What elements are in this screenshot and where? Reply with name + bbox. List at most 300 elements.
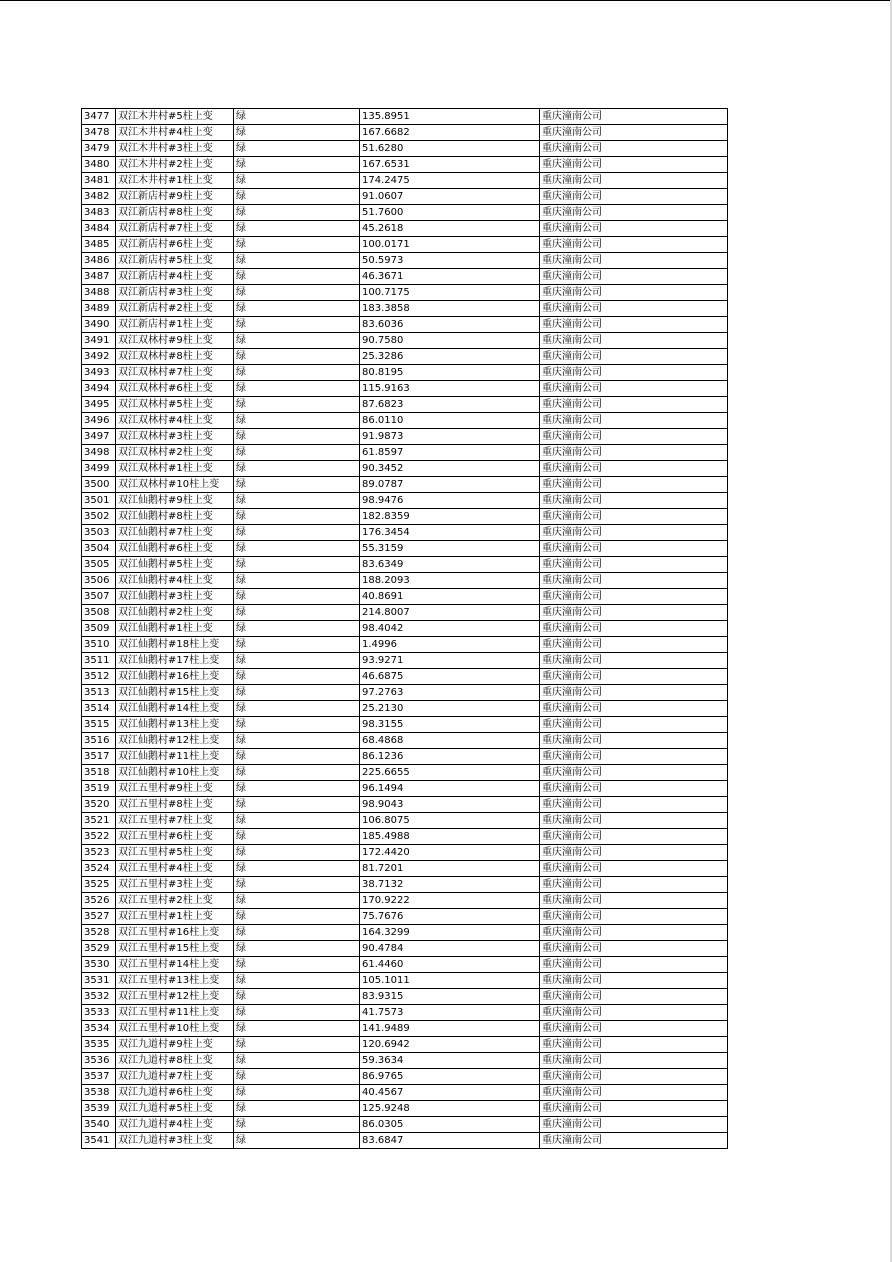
transformer-name-cell: 双江仙鹅村#12柱上变 <box>116 733 234 749</box>
status-color-cell: 绿 <box>234 941 360 957</box>
table-row <box>82 637 728 653</box>
table-row <box>82 781 728 797</box>
company-cell: 重庆潼南公司 <box>540 1069 728 1085</box>
value-cell: 46.3671 <box>360 269 540 285</box>
row-number-cell: 3536 <box>82 1053 116 1069</box>
table-row <box>82 1085 728 1101</box>
company-cell: 重庆潼南公司 <box>540 493 728 509</box>
value-cell: 55.3159 <box>360 541 540 557</box>
value-cell: 167.6531 <box>360 157 540 173</box>
transformer-name-cell: 双江新店村#3柱上变 <box>116 285 234 301</box>
transformer-name-cell: 双江新店村#8柱上变 <box>116 205 234 221</box>
status-color-cell: 绿 <box>234 189 360 205</box>
value-cell: 93.9271 <box>360 653 540 669</box>
table-row <box>82 381 728 397</box>
table-row <box>82 141 728 157</box>
value-cell: 188.2093 <box>360 573 540 589</box>
company-cell: 重庆潼南公司 <box>540 253 728 269</box>
row-number-cell: 3534 <box>82 1021 116 1037</box>
company-cell: 重庆潼南公司 <box>540 1021 728 1037</box>
row-number-cell: 3481 <box>82 173 116 189</box>
company-cell: 重庆潼南公司 <box>540 397 728 413</box>
table-row <box>82 973 728 989</box>
company-cell: 重庆潼南公司 <box>540 589 728 605</box>
row-number-cell: 3504 <box>82 541 116 557</box>
transformer-name-cell: 双江仙鹅村#10柱上变 <box>116 765 234 781</box>
value-cell: 41.7573 <box>360 1005 540 1021</box>
table-row <box>82 957 728 973</box>
row-number-cell: 3478 <box>82 125 116 141</box>
row-number-cell: 3510 <box>82 637 116 653</box>
row-number-cell: 3512 <box>82 669 116 685</box>
company-cell: 重庆潼南公司 <box>540 797 728 813</box>
value-cell: 59.3634 <box>360 1053 540 1069</box>
transformer-name-cell: 双江新店村#1柱上变 <box>116 317 234 333</box>
status-color-cell: 绿 <box>234 653 360 669</box>
status-color-cell: 绿 <box>234 285 360 301</box>
company-cell: 重庆潼南公司 <box>540 509 728 525</box>
transformer-name-cell: 双江五里村#10柱上变 <box>116 1021 234 1037</box>
table-row <box>82 893 728 909</box>
table-row <box>82 605 728 621</box>
row-number-cell: 3502 <box>82 509 116 525</box>
row-number-cell: 3506 <box>82 573 116 589</box>
company-cell: 重庆潼南公司 <box>540 557 728 573</box>
table-row <box>82 1005 728 1021</box>
transformer-name-cell: 双江五里村#13柱上变 <box>116 973 234 989</box>
status-color-cell: 绿 <box>234 333 360 349</box>
table-row <box>82 845 728 861</box>
table-row <box>82 1069 728 1085</box>
value-cell: 141.9489 <box>360 1021 540 1037</box>
company-cell: 重庆潼南公司 <box>540 429 728 445</box>
row-number-cell: 3533 <box>82 1005 116 1021</box>
table-row <box>82 205 728 221</box>
transformer-name-cell: 双江木井村#4柱上变 <box>116 125 234 141</box>
status-color-cell: 绿 <box>234 381 360 397</box>
row-number-cell: 3517 <box>82 749 116 765</box>
transformer-name-cell: 双江双林村#1柱上变 <box>116 461 234 477</box>
value-cell: 83.9315 <box>360 989 540 1005</box>
row-number-cell: 3523 <box>82 845 116 861</box>
company-cell: 重庆潼南公司 <box>540 909 728 925</box>
status-color-cell: 绿 <box>234 797 360 813</box>
table-row <box>82 589 728 605</box>
table-body <box>82 109 728 1149</box>
company-cell: 重庆潼南公司 <box>540 173 728 189</box>
transformer-name-cell: 双江双林村#10柱上变 <box>116 477 234 493</box>
status-color-cell: 绿 <box>234 301 360 317</box>
company-cell: 重庆潼南公司 <box>540 333 728 349</box>
transformer-name-cell: 双江木井村#2柱上变 <box>116 157 234 173</box>
row-number-cell: 3485 <box>82 237 116 253</box>
table-row <box>82 573 728 589</box>
table-row <box>82 1133 728 1149</box>
row-number-cell: 3518 <box>82 765 116 781</box>
status-color-cell: 绿 <box>234 765 360 781</box>
value-cell: 83.6847 <box>360 1133 540 1149</box>
company-cell: 重庆潼南公司 <box>540 157 728 173</box>
row-number-cell: 3501 <box>82 493 116 509</box>
value-cell: 51.6280 <box>360 141 540 157</box>
table-row <box>82 509 728 525</box>
value-cell: 97.2763 <box>360 685 540 701</box>
company-cell: 重庆潼南公司 <box>540 477 728 493</box>
row-number-cell: 3492 <box>82 349 116 365</box>
status-color-cell: 绿 <box>234 365 360 381</box>
transformer-name-cell: 双江五里村#3柱上变 <box>116 877 234 893</box>
table-row <box>82 173 728 189</box>
row-number-cell: 3511 <box>82 653 116 669</box>
status-color-cell: 绿 <box>234 637 360 653</box>
status-color-cell: 绿 <box>234 909 360 925</box>
value-cell: 90.7580 <box>360 333 540 349</box>
status-color-cell: 绿 <box>234 429 360 445</box>
company-cell: 重庆潼南公司 <box>540 957 728 973</box>
table-row <box>82 157 728 173</box>
transformer-name-cell: 双江九道村#5柱上变 <box>116 1101 234 1117</box>
transformer-name-cell: 双江木井村#1柱上变 <box>116 173 234 189</box>
table-row <box>82 301 728 317</box>
row-number-cell: 3524 <box>82 861 116 877</box>
table-row <box>82 429 728 445</box>
company-cell: 重庆潼南公司 <box>540 749 728 765</box>
value-cell: 214.8007 <box>360 605 540 621</box>
status-color-cell: 绿 <box>234 525 360 541</box>
value-cell: 98.4042 <box>360 621 540 637</box>
transformer-name-cell: 双江仙鹅村#2柱上变 <box>116 605 234 621</box>
company-cell: 重庆潼南公司 <box>540 445 728 461</box>
status-color-cell: 绿 <box>234 573 360 589</box>
status-color-cell: 绿 <box>234 493 360 509</box>
company-cell: 重庆潼南公司 <box>540 621 728 637</box>
transformer-name-cell: 双江新店村#5柱上变 <box>116 253 234 269</box>
transformer-name-cell: 双江五里村#12柱上变 <box>116 989 234 1005</box>
row-number-cell: 3483 <box>82 205 116 221</box>
transformer-name-cell: 双江双林村#4柱上变 <box>116 413 234 429</box>
transformer-name-cell: 双江五里村#1柱上变 <box>116 909 234 925</box>
value-cell: 89.0787 <box>360 477 540 493</box>
status-color-cell: 绿 <box>234 413 360 429</box>
status-color-cell: 绿 <box>234 461 360 477</box>
value-cell: 91.0607 <box>360 189 540 205</box>
table-row <box>82 621 728 637</box>
company-cell: 重庆潼南公司 <box>540 237 728 253</box>
table-row <box>82 765 728 781</box>
value-cell: 50.5973 <box>360 253 540 269</box>
table-row <box>82 925 728 941</box>
table-row <box>82 413 728 429</box>
table-row <box>82 1117 728 1133</box>
status-color-cell: 绿 <box>234 221 360 237</box>
transformer-name-cell: 双江五里村#15柱上变 <box>116 941 234 957</box>
value-cell: 164.3299 <box>360 925 540 941</box>
value-cell: 100.7175 <box>360 285 540 301</box>
row-number-cell: 3519 <box>82 781 116 797</box>
status-color-cell: 绿 <box>234 973 360 989</box>
status-color-cell: 绿 <box>234 829 360 845</box>
row-number-cell: 3540 <box>82 1117 116 1133</box>
status-color-cell: 绿 <box>234 621 360 637</box>
transformer-name-cell: 双江九道村#8柱上变 <box>116 1053 234 1069</box>
row-number-cell: 3493 <box>82 365 116 381</box>
table-row <box>82 813 728 829</box>
table-row <box>82 909 728 925</box>
status-color-cell: 绿 <box>234 877 360 893</box>
transformer-name-cell: 双江五里村#6柱上变 <box>116 829 234 845</box>
status-color-cell: 绿 <box>234 317 360 333</box>
row-number-cell: 3527 <box>82 909 116 925</box>
row-number-cell: 3538 <box>82 1085 116 1101</box>
value-cell: 83.6036 <box>360 317 540 333</box>
value-cell: 61.8597 <box>360 445 540 461</box>
table-row <box>82 477 728 493</box>
row-number-cell: 3486 <box>82 253 116 269</box>
table-row <box>82 877 728 893</box>
transformer-name-cell: 双江新店村#9柱上变 <box>116 189 234 205</box>
status-color-cell: 绿 <box>234 669 360 685</box>
row-number-cell: 3529 <box>82 941 116 957</box>
row-number-cell: 3539 <box>82 1101 116 1117</box>
status-color-cell: 绿 <box>234 733 360 749</box>
table-row <box>82 189 728 205</box>
company-cell: 重庆潼南公司 <box>540 125 728 141</box>
table-row <box>82 269 728 285</box>
value-cell: 115.9163 <box>360 381 540 397</box>
table-row <box>82 797 728 813</box>
transformer-name-cell: 双江五里村#5柱上变 <box>116 845 234 861</box>
table-row <box>82 685 728 701</box>
transformer-name-cell: 双江仙鹅村#9柱上变 <box>116 493 234 509</box>
company-cell: 重庆潼南公司 <box>540 893 728 909</box>
transformer-name-cell: 双江新店村#2柱上变 <box>116 301 234 317</box>
row-number-cell: 3499 <box>82 461 116 477</box>
table-row <box>82 1037 728 1053</box>
row-number-cell: 3520 <box>82 797 116 813</box>
company-cell: 重庆潼南公司 <box>540 1117 728 1133</box>
row-number-cell: 3514 <box>82 701 116 717</box>
table-row <box>82 349 728 365</box>
value-cell: 182.8359 <box>360 509 540 525</box>
row-number-cell: 3497 <box>82 429 116 445</box>
company-cell: 重庆潼南公司 <box>540 461 728 477</box>
transformer-name-cell: 双江木井村#3柱上变 <box>116 141 234 157</box>
row-number-cell: 3537 <box>82 1069 116 1085</box>
table-row <box>82 1101 728 1117</box>
company-cell: 重庆潼南公司 <box>540 685 728 701</box>
row-number-cell: 3531 <box>82 973 116 989</box>
value-cell: 90.3452 <box>360 461 540 477</box>
transformer-name-cell: 双江新店村#6柱上变 <box>116 237 234 253</box>
transformer-name-cell: 双江五里村#9柱上变 <box>116 781 234 797</box>
company-cell: 重庆潼南公司 <box>540 317 728 333</box>
value-cell: 45.2618 <box>360 221 540 237</box>
row-number-cell: 3516 <box>82 733 116 749</box>
transformer-name-cell: 双江仙鹅村#4柱上变 <box>116 573 234 589</box>
status-color-cell: 绿 <box>234 477 360 493</box>
company-cell: 重庆潼南公司 <box>540 413 728 429</box>
status-color-cell: 绿 <box>234 925 360 941</box>
transformer-name-cell: 双江五里村#4柱上变 <box>116 861 234 877</box>
table-row <box>82 221 728 237</box>
company-cell: 重庆潼南公司 <box>540 365 728 381</box>
transformer-name-cell: 双江仙鹅村#17柱上变 <box>116 653 234 669</box>
row-number-cell: 3488 <box>82 285 116 301</box>
table-row <box>82 989 728 1005</box>
value-cell: 167.6682 <box>360 125 540 141</box>
value-cell: 86.0305 <box>360 1117 540 1133</box>
table-row <box>82 333 728 349</box>
value-cell: 25.2130 <box>360 701 540 717</box>
transformer-name-cell: 双江仙鹅村#16柱上变 <box>116 669 234 685</box>
value-cell: 125.9248 <box>360 1101 540 1117</box>
company-cell: 重庆潼南公司 <box>540 301 728 317</box>
value-cell: 90.4784 <box>360 941 540 957</box>
table-row <box>82 733 728 749</box>
table-row <box>82 541 728 557</box>
value-cell: 170.9222 <box>360 893 540 909</box>
value-cell: 86.0110 <box>360 413 540 429</box>
transformer-name-cell: 双江仙鹅村#15柱上变 <box>116 685 234 701</box>
company-cell: 重庆潼南公司 <box>540 525 728 541</box>
value-cell: 83.6349 <box>360 557 540 573</box>
company-cell: 重庆潼南公司 <box>540 269 728 285</box>
row-number-cell: 3494 <box>82 381 116 397</box>
status-color-cell: 绿 <box>234 269 360 285</box>
company-cell: 重庆潼南公司 <box>540 1133 728 1149</box>
row-number-cell: 3495 <box>82 397 116 413</box>
status-color-cell: 绿 <box>234 893 360 909</box>
row-number-cell: 3484 <box>82 221 116 237</box>
status-color-cell: 绿 <box>234 1133 360 1149</box>
company-cell: 重庆潼南公司 <box>540 989 728 1005</box>
row-number-cell: 3477 <box>82 109 116 125</box>
value-cell: 98.9043 <box>360 797 540 813</box>
company-cell: 重庆潼南公司 <box>540 877 728 893</box>
value-cell: 96.1494 <box>360 781 540 797</box>
value-cell: 40.4567 <box>360 1085 540 1101</box>
row-number-cell: 3500 <box>82 477 116 493</box>
status-color-cell: 绿 <box>234 109 360 125</box>
row-number-cell: 3479 <box>82 141 116 157</box>
row-number-cell: 3530 <box>82 957 116 973</box>
row-number-cell: 3513 <box>82 685 116 701</box>
status-color-cell: 绿 <box>234 1117 360 1133</box>
transformer-name-cell: 双江五里村#7柱上变 <box>116 813 234 829</box>
status-color-cell: 绿 <box>234 749 360 765</box>
status-color-cell: 绿 <box>234 989 360 1005</box>
row-number-cell: 3505 <box>82 557 116 573</box>
transformer-name-cell: 双江仙鹅村#6柱上变 <box>116 541 234 557</box>
table-row <box>82 493 728 509</box>
company-cell: 重庆潼南公司 <box>540 1037 728 1053</box>
value-cell: 38.7132 <box>360 877 540 893</box>
company-cell: 重庆潼南公司 <box>540 861 728 877</box>
table-row <box>82 861 728 877</box>
transformer-name-cell: 双江木井村#5柱上变 <box>116 109 234 125</box>
transformer-name-cell: 双江五里村#2柱上变 <box>116 893 234 909</box>
transformer-name-cell: 双江九道村#7柱上变 <box>116 1069 234 1085</box>
transformer-name-cell: 双江九道村#3柱上变 <box>116 1133 234 1149</box>
transformer-table <box>81 108 728 1149</box>
status-color-cell: 绿 <box>234 509 360 525</box>
row-number-cell: 3509 <box>82 621 116 637</box>
status-color-cell: 绿 <box>234 237 360 253</box>
company-cell: 重庆潼南公司 <box>540 1005 728 1021</box>
transformer-name-cell: 双江双林村#6柱上变 <box>116 381 234 397</box>
value-cell: 68.4868 <box>360 733 540 749</box>
company-cell: 重庆潼南公司 <box>540 925 728 941</box>
company-cell: 重庆潼南公司 <box>540 653 728 669</box>
transformer-name-cell: 双江五里村#11柱上变 <box>116 1005 234 1021</box>
value-cell: 135.8951 <box>360 109 540 125</box>
row-number-cell: 3541 <box>82 1133 116 1149</box>
table-row <box>82 653 728 669</box>
status-color-cell: 绿 <box>234 157 360 173</box>
table-row <box>82 109 728 125</box>
value-cell: 40.8691 <box>360 589 540 605</box>
status-color-cell: 绿 <box>234 349 360 365</box>
value-cell: 46.6875 <box>360 669 540 685</box>
status-color-cell: 绿 <box>234 1085 360 1101</box>
value-cell: 86.1236 <box>360 749 540 765</box>
company-cell: 重庆潼南公司 <box>540 765 728 781</box>
status-color-cell: 绿 <box>234 541 360 557</box>
transformer-name-cell: 双江双林村#3柱上变 <box>116 429 234 445</box>
table-row <box>82 237 728 253</box>
status-color-cell: 绿 <box>234 589 360 605</box>
table-row <box>82 125 728 141</box>
row-number-cell: 3522 <box>82 829 116 845</box>
value-cell: 81.7201 <box>360 861 540 877</box>
value-cell: 98.9476 <box>360 493 540 509</box>
table-row <box>82 557 728 573</box>
transformer-name-cell: 双江双林村#5柱上变 <box>116 397 234 413</box>
transformer-name-cell: 双江五里村#8柱上变 <box>116 797 234 813</box>
status-color-cell: 绿 <box>234 557 360 573</box>
row-number-cell: 3491 <box>82 333 116 349</box>
status-color-cell: 绿 <box>234 205 360 221</box>
transformer-name-cell: 双江九道村#9柱上变 <box>116 1037 234 1053</box>
transformer-name-cell: 双江五里村#16柱上变 <box>116 925 234 941</box>
transformer-name-cell: 双江九道村#6柱上变 <box>116 1085 234 1101</box>
value-cell: 86.9765 <box>360 1069 540 1085</box>
table-row <box>82 445 728 461</box>
table-row <box>82 669 728 685</box>
status-color-cell: 绿 <box>234 141 360 157</box>
status-color-cell: 绿 <box>234 605 360 621</box>
company-cell: 重庆潼南公司 <box>540 941 728 957</box>
transformer-name-cell: 双江新店村#4柱上变 <box>116 269 234 285</box>
row-number-cell: 3526 <box>82 893 116 909</box>
status-color-cell: 绿 <box>234 1021 360 1037</box>
table-row <box>82 941 728 957</box>
company-cell: 重庆潼南公司 <box>540 733 728 749</box>
status-color-cell: 绿 <box>234 1101 360 1117</box>
company-cell: 重庆潼南公司 <box>540 781 728 797</box>
row-number-cell: 3507 <box>82 589 116 605</box>
company-cell: 重庆潼南公司 <box>540 109 728 125</box>
table-row <box>82 525 728 541</box>
company-cell: 重庆潼南公司 <box>540 285 728 301</box>
transformer-name-cell: 双江仙鹅村#1柱上变 <box>116 621 234 637</box>
status-color-cell: 绿 <box>234 957 360 973</box>
company-cell: 重庆潼南公司 <box>540 1053 728 1069</box>
value-cell: 105.1011 <box>360 973 540 989</box>
value-cell: 75.7676 <box>360 909 540 925</box>
transformer-name-cell: 双江双林村#8柱上变 <box>116 349 234 365</box>
company-cell: 重庆潼南公司 <box>540 189 728 205</box>
